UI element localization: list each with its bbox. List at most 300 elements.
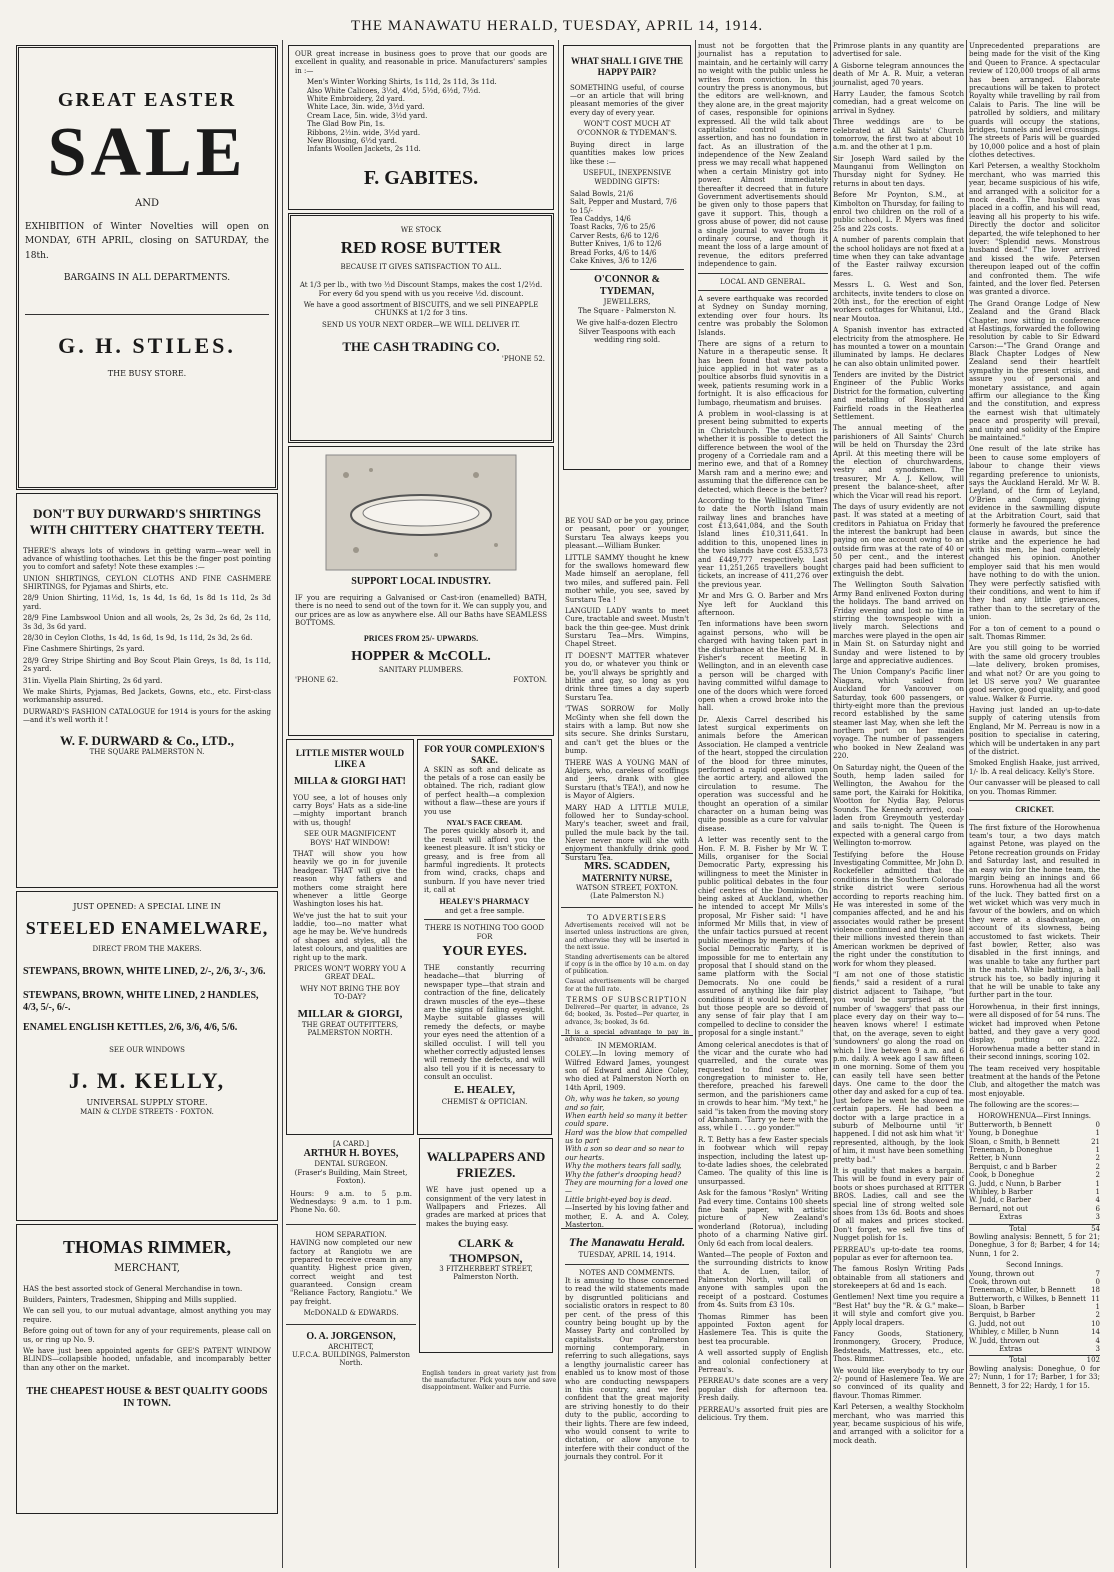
batsman: Cook, b Doneghue: [969, 1171, 1035, 1180]
ad-text: THE constantly recurring headache—that blurring of newspaper type—that strain and contraction of the fine, delicately drawn muscles of the eye—these are the signs of failing eyesight. Maybe suitable glasses will remedy the defects, or maybe your eyes need the attention of a skilled occulist. I will tell you whether correctly adjusted lenses will remedy the defects, and will also tell you if it is necessary to consult an occulist.: [424, 964, 545, 1082]
verse-line: Oh, why was he taken, so young and so fair,: [565, 1095, 680, 1112]
table-row: [969, 1278, 1100, 1286]
article-text: Bowling analysis: Doneghue, 0 for 27; Nunn, 1 for 17; Barber, 1 for 33; Bennett, 3 for 22; Hardy, 1 for 15.: [969, 1364, 1100, 1390]
mcdonald-ad: [286, 1229, 416, 1320]
batsman: Butterworth, b Bennett: [969, 1120, 1052, 1129]
column-rule: [830, 40, 831, 1568]
table-row: [969, 1138, 1100, 1146]
verse-line: Why the father's drooping head?: [565, 1170, 682, 1179]
list-item: Men's Winter Working Shirts, 1s 11d, 2s 11d, 3s 11d.: [307, 78, 497, 87]
product-list: [307, 78, 547, 154]
notice-text: Standing advertisements can be altered if copy is in the office by 10 a.m. on day of publication.: [565, 953, 689, 976]
ad-headline: SUPPORT LOCAL INDUSTRY.: [351, 576, 491, 587]
ad-text: The pores quickly absorb it, and the result will afford you the keenest pleasure. It isn't sticky or greasy, and is free from all harmful ingredients. It protects from wind, cracks, chaps and sunburn. If you have never tried it, call at: [424, 827, 545, 895]
table-row: [969, 1180, 1100, 1188]
table-row: [969, 1146, 1100, 1154]
list-item: Bread Forks, 4/6 to 14/6: [570, 248, 657, 257]
advertiser-address: THE SQUARE PALMERSTON N.: [89, 748, 205, 757]
total-label: Total: [1009, 1224, 1027, 1233]
article-text: The following are the scores:—: [969, 1101, 1080, 1110]
table-row: [969, 1188, 1100, 1196]
runs: 7: [1095, 1269, 1100, 1278]
ad-text: STEWPANS, BROWN, WHITE LINED, 2 HANDLES, 4/3, 5/-, 6/-.: [23, 989, 259, 1013]
ad-headline: LITTLE MISTER WOULD LIKE A: [295, 748, 405, 769]
ad-text: WE STOCK: [400, 226, 442, 234]
verse-line: Why the mothers tears fall sadly,: [565, 1162, 682, 1171]
ad-text: IF you are requiring a Galvanised or Cast-iron (enamelled) BATH, there is no need to send out of the town for it. We can supply you, and our prices are as low as anywhere else. All our Baths have SEAMLESS BOTTOMS.: [295, 594, 547, 628]
advertiser-tagline: SANITARY PLUMBERS.: [378, 665, 464, 674]
article-text: Horowhenua, in their first innings, were all disposed of for 54 runs. The wicket had improved when Petone batted, and they gave a very good display, putting on 222. Horowhenua made a better stand in their second innings, scoring 102.: [969, 1002, 1100, 1062]
article-text: Ask for the famous "Roslyn" Writing Pad every time. Contains 100 sheets fine bank paper, with artistic picture of New Zealand's wonderland (Rotorua), including photo of a charming Native girl. Only 6d each from local dealers.: [698, 1189, 828, 1248]
runs: 2: [1095, 1311, 1100, 1320]
column-rule: [282, 40, 283, 1568]
ad-headline: GREAT EASTER: [57, 89, 237, 111]
ad-text: USEFUL, INEXPENSIVE WEDDING GIFTS:: [582, 169, 672, 186]
ad-text: THERE'S always lots of windows in getting warm—wear well in advance of whistling toothaches. Let this be the finger post pointing you to comfort and safety! Note these examples :—: [23, 546, 271, 572]
column-rule: [695, 40, 696, 1568]
advertiser-tagline: MERCHANT,: [114, 1262, 180, 1274]
ad-text: UNION SHIRTINGS, CEYLON CLOTHS AND FINE CASHMERE SHIRTINGS, for Pyjamas and Shirts, etc.: [23, 574, 271, 592]
batsman: Sloan, c Smith, b Bennett: [969, 1137, 1060, 1146]
ad-headline: RED ROSE BUTTER: [340, 238, 502, 258]
article-text: Harry Lauder, the famous Scotch comedian, had a great welcome on arrival in Sydney.: [833, 89, 964, 115]
ad-headline: DON'T BUY DURWARD'S SHIRTINGS WITH CHITTERY CHATTERY TEETH.: [29, 506, 265, 538]
article-text: Tenders are invited by the District Engineer of the Public Works District for the formation, culverting and metalling of Rosslyn and Fairfield roads in the Heatherlea Settlement.: [833, 371, 964, 422]
ad-text: Hours: 9 a.m. to 5 p.m. Wednesdays: 9 a.m. to 1 p.m. Phone No. 60.: [290, 1189, 412, 1215]
advertiser-name: THOMAS RIMMER,: [63, 1237, 231, 1257]
ad-text: SEE OUR WINDOWS: [109, 1045, 185, 1054]
table-row: [969, 1121, 1100, 1129]
article-text: One result of the late strike has been to cause some employers of labour to change their views regarding preference to unionists, says the Auckland Herald. Mr W. B. Leyland, of the firm of Leyland, O'Brien and Company, giving evidence in the sawmilling dispute at the Arbitration Court, said that formerly he favoured the preference clause in awards, but since the strike and the experience he had with his men, he had completely changed his opinion. Another employer said that his men would have nothing to do with the union. They were perfectly satisfied with their conditions, and went to him if they had any little grievances, rather than to the secretary of the union.: [969, 445, 1100, 622]
gabites-ad: [288, 45, 554, 210]
runs: 1: [1095, 1303, 1100, 1312]
in-memoriam: [561, 1040, 693, 1229]
advertiser-name: W. F. DURWARD & Co., LTD.,: [60, 732, 234, 748]
article-text: Before Mr Poynton, S.M., at Kimbolton on Thursday, for failing to enrol two children on the roll of a public school, L. P. Myers was fined 25s and 22s costs.: [833, 191, 964, 233]
runs: 1: [1095, 1146, 1100, 1155]
list-item: Carver Rests, 6/6 to 12/6: [570, 231, 659, 240]
article-text: The Grand Orange Lodge of New Zealand and the Grand Black Chapter, now sitting in conference at Hastings, forwarded the following resolution by cable to Sir Edward Carson:—"The Grand Orange and Black Chapter Lodges of New Zealand send their heartfelt sympathy in the present crisis, and assure you of personal and monetary assistance, and again affirm our allegiance to the King and the constitution, and express the earnest wish that ultimately peace and prosperity will prevail, and unity and solidity of the Empire be maintained.": [969, 299, 1100, 442]
ad-text: Builders, Painters, Tradesmen, Shipping and Mills supplied.: [23, 1295, 237, 1304]
article-text: Fancy Goods, Stationery, Ironmongery, Grocery, Produce, Bedsteads, Mattresses, etc., etc. Thos. Rimmer.: [833, 1330, 964, 1364]
table-row: [969, 1320, 1100, 1328]
runs: 21: [1091, 1137, 1100, 1146]
table-row: [969, 1295, 1100, 1303]
ad-text: WHY NOT BRING THE BOY TO-DAY?: [300, 984, 400, 1002]
article-text: There are signs of a return to Nature in a therapeutic sense. It has been found that raw potato juice applied in hot water as a poultice absorbs fluid synovitis in a week, patients resuming work in a fortnight. It is also efficacious for lumbago, rheumatism and bruises.: [698, 339, 828, 407]
batsman: Young, thrown out: [969, 1269, 1035, 1278]
ad-text: SEND US YOUR NEXT ORDER—WE WILL DELIVER IT.: [321, 320, 521, 329]
table-row: [969, 1337, 1100, 1345]
batsman: W. Judd, c Barber: [969, 1196, 1031, 1205]
article-text: Thomas Rimmer has been appointed Foxton agent for Haslemere Tea. This is quite the best tea procurable.: [698, 1312, 828, 1346]
ad-text: OUR great increase in business goes to prove that our goods are excellent in quality, and reasonable in price. Manufacturers' samples in :—: [295, 50, 547, 75]
section-heading: NOTES AND COMMENTS.: [579, 1268, 675, 1277]
ad-text: BECAUSE IT GIVES SATISFACTION TO ALL.: [340, 262, 502, 271]
ad-text: HAS the best assorted stock of General Merchandise in town.: [23, 1284, 243, 1293]
total-label: Total: [1009, 1356, 1027, 1365]
verse-line: Little bright-eyed boy is dead.: [565, 1195, 672, 1204]
runs: 3: [1095, 1213, 1100, 1222]
ad-text: YOU see, a lot of houses only carry Boys' Hats as a side-line—mighty important branch with us, though!: [293, 793, 407, 827]
ad-text: Buying direct in large quantities makes low prices like these :—: [570, 140, 684, 166]
advertiser-tagline: MATERNITY NURSE,: [581, 873, 672, 884]
runs: 2: [1095, 1171, 1100, 1180]
ad-text: We make Shirts, Pyjamas, Bed Jackets, Gowns, etc., etc. First-class workmanship assured.: [23, 687, 271, 705]
advertiser-name: MRS. SCADDEN,: [584, 860, 670, 872]
runs: 4: [1095, 1336, 1100, 1345]
list-item: Cake Knives, 3/6 to 12/6: [570, 257, 657, 266]
runs: 0: [1095, 1277, 1100, 1286]
advertiser-address: FOXTON.: [513, 676, 547, 685]
verse-line: With a son so dear and so near to our hearts.: [565, 1145, 685, 1162]
boyes-card: [286, 1138, 416, 1220]
ad-text: We can sell you, to our mutual advantage, almost anything you may require.: [23, 1307, 271, 1324]
ad-text: 28/9 Fine Lambswool Union and all wools, 2s, 2s 3d, 2s 6d, 2s 11d, 3s 3d, 3s 6d yard.: [23, 614, 271, 631]
millar-giorgi-ad: [286, 739, 414, 1135]
ad-text: and get a free sample.: [444, 907, 525, 916]
article-text: The days of usury evidently are not past. It was stated at a meeting of creditors in Pahiatua on Friday that the interest the bankrupt had been paying on one account owing to an outside firm was at the rate of 40 or 50 per cent., and the interest charges paid had been sufficient to extinguish the debt.: [833, 502, 964, 579]
advertiser-phone: 'PHONE 62.: [295, 676, 339, 685]
advertiser-tagline: UNIVERSAL SUPPLY STORE.: [86, 1098, 208, 1108]
ad-text: EXHIBITION of Winter Novelties will open on MONDAY, 6TH APRIL, closing on SATURDAY, the 18th.: [25, 222, 269, 261]
advertiser-name: McDONALD & EDWARDS.: [303, 1309, 399, 1318]
masthead: THE MANAWATU HERALD, TUESDAY, APRIL 14, 1914.: [350, 18, 764, 34]
table-row: [969, 1311, 1100, 1319]
advertiser-tagline: ARCHITECT,: [328, 1342, 374, 1351]
column-3: [561, 42, 693, 1467]
ad-text: At 1/3 per lb., with two ½d Discount Stamps, makes the cost 1/2½d. For every 6d you spend with us you receive ½d. discount.: [299, 281, 543, 298]
article-text: For a ton of cement to a pound o salt. Thomas Rimmer.: [969, 624, 1100, 641]
scorecard-first-innings: [969, 1121, 1100, 1233]
advertiser-notice: [561, 912, 693, 1043]
runs: 14: [1091, 1328, 1100, 1337]
ad-text: 28/30 in Ceylon Cloths, 1s 4d, 1s 6d, 1s 9d, 1s 11d, 2s 3d, 2s 6d.: [23, 634, 253, 643]
table-row: [969, 1328, 1100, 1336]
column-4: [698, 42, 828, 1566]
rimmer-ad: [16, 1224, 278, 1514]
advertiser-tagline: THE BUSY STORE.: [107, 369, 187, 379]
article-text: Bowling analysis: Bennett, 5 for 21; Doneghue, 3 for 8; Barber, 4 for 14; Nunn, 1 for 2.: [969, 1232, 1100, 1258]
table-row: [969, 1286, 1100, 1294]
batsman: Young, b Doneghue: [969, 1129, 1038, 1138]
advertiser-name: THE CASH TRADING CO.: [342, 339, 500, 355]
runs: 1: [1095, 1179, 1100, 1188]
list-item: 'TWAS SORROW for Molly McGinty when she fell down the stairs with a lamp. But now she sits secure. She drinks Surstaru, and can't get the blues or the bump.: [565, 705, 689, 756]
advertiser-name: E. HEALEY,: [453, 1084, 516, 1097]
ad-text: English tenders in great variety just from the manufacturer. Pick yours now and save disappointment. Walker and Furrie.: [422, 1369, 556, 1392]
table-row: [969, 1154, 1100, 1162]
table-row: [969, 1163, 1100, 1171]
article-text: Wanted—The people of Foxton and the surrounding districts to know that A. de Luen, tailor, of Palmerston North, will call on anyone with samples upon the receipt of a postcard. Costumes from 4s. Suits from £3 10s.: [698, 1250, 828, 1310]
list-item: LITTLE SAMMY thought he knew for the swallows homeward flew Made himself an aeroplane, fell two miles, and suffered pain. Fell mother while, you see, saved by Surstaru Tea !: [565, 553, 689, 604]
ad-text: THERE IS NOTHING TOO GOOD FOR: [425, 924, 544, 941]
list-item: LANGUID LADY wants to meet Cure, tractable and sweet. Mustn't back the thin gee-gee. Must drink Surstaru Tea—Mrs. Wimpins, Chapel Street.: [565, 606, 689, 649]
notice-text: —Inserted by his loving father and mother, E. A. and A. Coley, Masterton.: [565, 1204, 689, 1229]
list-item: The Glad Bow Pin, 1s.: [307, 120, 386, 129]
section-heading: LOCAL AND GENERAL.: [720, 277, 806, 286]
article-text: "I am not one of those statistic fiends," said a resident of a rural district adjacent to Taihape, "but you would be surprised at the number of 'swaggers' that pass our place every day on their way to—heaven knows where! I estimate that, on the average, seven to eight 'sundowners' go along the road on which I live between 9 a.m. and 6 p.m. daily. A week ago I saw fifteen in one morning. Some of them you can easily tell have seen better days. One came to the door the other day and asked for a cup of tea. Just before he went he showed me certain papers. He had been a doctor with a large practice in a suburb of Melbourne until 'it' happened. I did not ask him what 'it' represented, although, by the look of him, it must have been something pretty bad.": [833, 971, 964, 1164]
advertiser-name: ARTHUR H. BOYES,: [303, 1148, 399, 1160]
article-text: Dr. Alexis Carrel described his latest surgical experiments on animals before the American Association. He clamped a ventricle of the heart, stopped the circulation of the blood for three minutes, performed a rapid operation upon the aortic artery, and allowed the circulation to resume. The operation was successful and he thought an operation of a similar character on a human being was quite possible as a cure for valvular disease.: [698, 715, 828, 833]
batsman: Cook, thrown out: [969, 1277, 1031, 1286]
runs: 18: [1091, 1286, 1100, 1295]
ad-text: ENAMEL ENGLISH KETTLES, 2/6, 3/6, 4/6, 5/6.: [23, 1021, 238, 1033]
runs: 3: [1095, 1345, 1100, 1354]
runs: 2: [1095, 1162, 1100, 1171]
column-2: [286, 42, 556, 1394]
article-text: Mr and Mrs G. O. Barber and Mrs Nye left for Auckland this afternoon.: [698, 592, 828, 617]
advertiser-address: MAIN & CLYDE STREETS · FOXTON.: [80, 1107, 214, 1116]
advertiser-tagline: CHEMIST & OPTICIAN.: [441, 1097, 528, 1106]
article-text: We would like everybody to try our 2/- pound of Haslemere Tea. We are so convinced of its quality and flavour. Thomas Rimmer.: [833, 1366, 964, 1400]
durward-ad: [16, 493, 278, 888]
list-item: Tea Caddys, 14/6: [570, 215, 631, 224]
article-text: The first fixture of the Horowhenua team's tour, a two days match against Petone, was played on the Petone recreation grounds on Friday and Saturday last, and resulted in an easy win for the home team, the margin being an innings and 66 runs. Horowhenua had all the worst of the luck. They batted first on a wet wicket which was very much in favour of the bowlers, and on which they were at a disadvantage, on account of its slowness, being accustomed to fast wickets. Their fast bowler, Retter, also was disabled in the first innings, and was unable to take any further part in the match. While batting, a ball struck his toe, so badly injuring it that he will be unable to take any further part in the tour.: [969, 823, 1100, 1000]
article-text: A letter was recently sent to the Hon. F. M. B. Fisher by Mr W. T. Mills, organiser for the Social Democratic Party, expressing his willingness to meet the Minister in public political debates in the four chief centres of the Dominion. On being asked at Auckland, whether he intended to accept Mr Mills's proposal, Mr Fisher said: "I have informed Mr Mills that, in view of the unfair tactics pursued at recent public meetings by members of the Social Democratic Party, it is impossible for me to entertain any proposal that I should stand on the same platform with the Social Democrats. No one could be assured of anything like fair play conditions if it would be different, but those people are so devoid of any sense of fair play that I am compelled to decline to consider the proposal for a single instant.": [698, 836, 828, 1038]
editorial: [561, 1233, 693, 1467]
advertiser-address: PALMERSTON NORTH.: [307, 1029, 393, 1038]
batsman: Extras: [999, 1213, 1022, 1222]
article-text: Testifying before the House Investigating Committee, Mr John D. Rockefeller admitted that the conditions in the Southern Colorado strike district were serious according to reports reaching him. He was interested in some of the companies affected, and he and his associates would rather be present violence continued and they lose all their millions invested therein than American workmen be deprived of the right under the constitution to work for whom they pleased.: [833, 850, 964, 968]
advertiser-address: The Square - Palmerston N.: [578, 306, 676, 315]
advertiser-name: O. A. JORGENSON,: [306, 1330, 396, 1342]
ad-headline: HOM SEPARATION.: [315, 1230, 387, 1239]
list-item: IT DOESN'T MATTER whatever you do, or whatever you think or be, you'll always be sprightly and blithe and gay, so long as you drink three times a day superb Surstaru Tea.: [565, 651, 689, 702]
innings-heading: Second Innings.: [1005, 1261, 1064, 1270]
batsman: Retter, b Nunn: [969, 1154, 1022, 1163]
ad-headline: FOR YOUR COMPLEXION'S SAKE.: [424, 744, 545, 765]
hopper-ad: [288, 446, 554, 736]
article-text: Messrs L. G. West and Son, architects, invite tenders to close on 20th inst., for the erection of eight workers cottages for Whitanui, Ltd., near Moutoa.: [833, 281, 964, 323]
list-item: Salad Bowls, 21/6: [570, 189, 634, 198]
article-text: Smoked English Haake, just arrived, 1/- lb. A real delicacy. Kelly's Store.: [969, 759, 1100, 776]
column-1: [14, 42, 280, 1517]
total-runs: 54: [1091, 1224, 1100, 1233]
scadden-ad: [561, 858, 693, 903]
list-item: Cream Lace, 5in. wide, 3½d yard.: [307, 111, 428, 120]
notice-text: COLEY.—In loving memory of Wilfred Edward James, youngest son of Edward and Alice Coley, who died at Palmerston North on 14th April, 1909.: [565, 1050, 689, 1092]
section-heading: TO ADVERTISERS: [587, 913, 667, 922]
newspaper-date: TUESDAY, APRIL 14, 1914.: [578, 1251, 676, 1260]
advertiser-phone: 'PHONE 52.: [501, 354, 545, 363]
list-item: Also White Calicoes, 3½d, 4½d, 5½d, 6½d, 7½d.: [307, 86, 481, 95]
ad-text: HAVING now completed our new factory at Rangiotu we are prepared to receive cream in any quantity. Highest price given, correct weight and test guaranteed. Consign cream "Reliance Factory, Rangiotu." We pay freight.: [290, 1239, 412, 1306]
advertiser-name: HOPPER & McCOLL.: [351, 649, 491, 665]
list-item: White Embroidery, 2d yard.: [307, 94, 405, 103]
tydeman-ad: [563, 45, 691, 470]
gift-list: [570, 190, 684, 266]
kelly-ad: [16, 891, 278, 1221]
ad-headline: YOUR EYES.: [442, 944, 527, 960]
article-text: The Union Company's Pacific liner Niagara, which sailed from Auckland for Vancouver on Saturday, took 600 passengers, or thirty-eight more than the previous record established by the same steamer last May, when she left the northern port on her maiden voyage. The number of passengers who booked in New Zealand was 220.: [833, 668, 964, 761]
ad-text: [A CARD.]: [332, 1140, 369, 1148]
runs: 11: [1091, 1294, 1100, 1303]
batsman: Whibley, b Barber: [969, 1187, 1033, 1196]
article-text: A severe earthquake was recorded at Sydney on Sunday morning, extending over four hours. Its centre was probably the Solomon Islands.: [698, 294, 828, 337]
batsman: Berquist, b Barber: [969, 1311, 1036, 1320]
ad-text: Fine Cashmere Shirtings, 2s yard.: [23, 645, 145, 654]
ad-text: 28/9 Union Shirting, 11½d, 1s, 1s 4d, 1s 6d, 1s 8d 1s 11d, 2s 3d yard.: [23, 594, 271, 611]
runs: 1: [1095, 1187, 1100, 1196]
stiles-ad: [16, 45, 278, 490]
ad-text: STEWPANS, BROWN, WHITE LINED, 2/-, 2/6, 3/-, 3/6.: [23, 965, 266, 977]
ad-text: PRICES FROM 25/- UPWARDS.: [363, 633, 479, 643]
article-text: PERREAU's up-to-date tea rooms, popular as ever for afternoon tea.: [833, 1245, 964, 1262]
ad-text: We have a good assortment of BISCUITS, and we sell PINEAPPLE CHUNKS at 1/2 for 3 tins.: [303, 300, 539, 318]
runs: 1: [1095, 1129, 1100, 1138]
article-text: A Gisborne telegram announces the death of Mr A. R. Muir, a veteran journalist, aged 70 years.: [833, 61, 964, 87]
advertiser-name: CLARK & THOMPSON,: [449, 1236, 523, 1265]
article-text: A well assorted supply of English and colonial confectionery at Perreau's.: [698, 1349, 828, 1374]
verse-line: They are mourning for a loved one—: [565, 1179, 688, 1196]
advertiser-tagline: DENTAL SURGEON.: [314, 1160, 388, 1169]
total-runs: 102: [1086, 1356, 1100, 1365]
article-text: R. T. Betty has a few Easter specials in footwear which will repay inspection, including the latest up-to-date ladies shoes, the celebrated Cameo. The quality of this line is unsurpassed.: [698, 1135, 828, 1186]
table-row: [969, 1303, 1100, 1311]
list-item: THERE WAS A YOUNG MAN of Algiers, who, careless of scoffings and jeers, drank with glee Surstaru (that's TEA!), and now he is Mayor of Algiers.: [565, 758, 689, 801]
batsman: Whibley, c Miller, b Nunn: [969, 1328, 1059, 1337]
jorgenson-ad: [286, 1329, 416, 1370]
batsman: G. Judd, c Nunn, b Barber: [969, 1179, 1062, 1188]
article-text: Ten informations have been sworn against persons, who will be charged with having taken part in the disturbance at the Hon. F. M. B. Fisher's recent meeting in Wellington, and in an eleventh case a person will be charged with having committed wilful damage to one of the doors which were forced open when a crowd broke into the hall.: [698, 620, 828, 713]
ad-headline-sale: SALE: [47, 114, 247, 191]
list-item: Ribbons, 2½in. wide, 3½d yard.: [307, 128, 421, 137]
article-text: Three weddings are to be celebrated at All Saints' Church tomorrow, the first two at about 10 a.m. and the other at 1 p.m.: [833, 118, 964, 152]
advertiser-name: F. GABITES.: [363, 166, 479, 189]
runs: 10: [1091, 1319, 1100, 1328]
ad-text: We've just the hat to suit your laddie, too—no matter what age he may be. We've hundreds of shapes and styles, all the latest colours, and qualities are right up to the mark.: [293, 911, 407, 962]
runs: 6: [1095, 1204, 1100, 1213]
article-text: On Saturday night, the Queen of the South, hemp laden sailed for Wellington, the Awahou for the same port, the Kairaki for Hokitika, Wootton for Nydia Bay, Pelorus Sounds. The Kennedy arrived, coal-laden from Greymouth yesterday and sails to-night. The Queen is expected with a general cargo from Wellington to-morrow.: [833, 763, 964, 848]
bath-illustration: [326, 455, 516, 570]
newspaper-title: The Manawatu Herald.: [568, 1234, 686, 1249]
article-text: Karl Petersen, a wealthy Stockholm merchant, who was married this year, became suspicious of his wife, and arranged with a solicitor for a mock death. The husband was placed in a coffin, and his will read, leaving all his property to his wife. Directly the doctor and solicitor departed, the wife telephoned to her lover: "Splendid news. Monstrous husband dead." The lover arrived and kissed the wife. Petersen thereupon leaped out of the coffin and confronted them. The wife fainted, and the lover fled. Petersen was granted a divorce.: [969, 162, 1100, 297]
ad-text: AND: [135, 198, 159, 209]
clark-thompson-ad: [419, 1138, 553, 1353]
ad-headline: WALLPAPERS AND FRIEZES.: [426, 1149, 546, 1180]
total-row: [969, 1224, 1100, 1233]
ad-text: 31in. Viyella Plain Shirting, 2s 6d yard.: [23, 676, 163, 685]
article-text: Having just landed an up-to-date supply of catering utensils from England, Mr M. Perreau is now in a position to specialise in catering, which will be undertaken in any part of the district.: [969, 706, 1100, 757]
article-text: The Wellington South Salvation Army Band enlivened Foxton during the holidays. The band arrived on Friday evening and lost no time in stirring the townspeople with a lively march. Selections and marches were played in the open air in Main St. on Saturday night and Sunday and were listened to by large and appreciative audiences.: [833, 581, 964, 665]
ad-text: We give half-a-dozen Electro Silver Teaspoons with each wedding ring sold.: [576, 319, 678, 344]
ad-text: A SKIN as soft and delicate as the petals of a rose can easily be obtained. The rich, radiant glow of perfect health—a complexion without a flaw—these are yours if you use: [424, 765, 545, 816]
batsman: Butterworth, c Wilkes, b Bennett: [969, 1294, 1086, 1303]
ad-text: JUST OPENED: A SPECIAL LINE IN: [73, 902, 221, 911]
ad-text: WON'T COST MUCH AT O'CONNOR & TYDEMAN'S.: [577, 120, 677, 137]
advertiser-name: MILLAR & GIORGI,: [297, 1007, 403, 1020]
ad-text: PRICES WON'T WORRY YOU A GREAT DEAL.: [294, 965, 406, 982]
batsman: W. Judd, thrown out: [969, 1336, 1040, 1345]
ad-headline: STEELED ENAMELWARE,: [25, 917, 269, 938]
ad-text: SEE OUR MAGNIFICENT BOYS' HAT WINDOW!: [304, 830, 396, 847]
ad-text: BARGAINS IN ALL DEPARTMENTS.: [63, 273, 231, 284]
batsman: Treneman, b Doneghue: [969, 1146, 1053, 1155]
list-item: BE YOU SAD or be you gay, prince or peasant, poor or younger, Surstaru Tea always keeps you pleasant.—William Bunker.: [565, 517, 689, 551]
list-item: Toast Racks, 7/6 to 25/6: [570, 223, 656, 232]
column-5: [833, 42, 964, 1566]
article-text: Are you still going to be worried with the same old grocery troubles—late delivery, broken promises, and what not? Or are you going to let US serve you? We guarantee good service, good quality, and good value. Walker & Furrie.: [969, 644, 1100, 703]
total-row: [969, 1355, 1100, 1364]
notice-text: It is a special advantage to pay in advance.: [565, 1028, 689, 1043]
ad-text: (Late Palmerston N.): [590, 892, 664, 901]
advertiser-name: G. H. STILES.: [58, 332, 236, 358]
verse-line: When earth held so many it better could spare.: [565, 1111, 687, 1129]
scorecard-second-innings: [969, 1270, 1100, 1365]
article-text: Karl Petersen, a wealthy Stockholm merchant, who was married this year, became suspicious of his wife, and arranged with a solicitor for a mock death.: [833, 1403, 964, 1445]
ad-footer: THE CHEAPEST HOUSE & BEST QUALITY GOODS IN TOWN.: [26, 1386, 268, 1410]
article-text: The team received very hospitable treatment at the hands of the Petone Club, and altogether the match was most enjoyable.: [969, 1064, 1100, 1098]
article-text: A problem in wool-classing is at present being submitted to experts in Christchurch. The question is whether it is possible to detect the difference between the wool of the progeny of a Corriedale ram and a merino ewe, and that of a Romney Marsh ram and a merino ewe; and assuming that the difference can be detected, which fleece is the better?: [698, 410, 828, 494]
column-6: [969, 42, 1100, 1566]
table-row: [969, 1270, 1100, 1278]
list-item: MARY HAD A LITTLE MULE, followed her to Sunday-school. Mary's teacher, sweet and frail, pulled the mule back by the tail. Never never more will she with enjoyment thankfully drink good Surstaru Tea.: [565, 803, 689, 862]
verse-line: Hard was the blow that compelled us to part: [565, 1128, 688, 1146]
ad-headline: WHAT SHALL I GIVE THE HAPPY PAIR?: [570, 56, 684, 77]
advertiser-address: 3 FITZHERBERT STREET, Palmerston North.: [439, 1264, 533, 1282]
table-row: [969, 1345, 1100, 1353]
innings-heading: HOROWHENUA—First Innings.: [977, 1112, 1092, 1121]
list-item: Infants Woollen Jackets, 2s 11d.: [307, 145, 421, 154]
article-text: must not be forgotten that the journalist has a reputation to maintain, and he certainly will carry no weight with the public unless he writes from conviction. In this country the press is anonymous, but the editors are well-known, and they alone are, in the great majority of cases, responsible for opinions expressed. All the wild talk about capitalistic control is mere assertion, and has no foundation in fact. As an illustration of the independence of the New Zealand press we may recall what happened when a certain Ministry got into power. Almost immediately thereafter it decreed that in future Government advertisements should be given only to those papers that gave it support. This, though a gross abuse of power, did not cause a single journal to waver from its ordinary course, and though it meant the loss of a large amount of revenue, the editors preferred independence to gain.: [698, 42, 828, 269]
ad-footer: [295, 676, 547, 684]
ad-text: HEALEY'S PHARMACY: [439, 897, 530, 907]
advertiser-name: O'CONNOR & TYDEMAN,: [594, 274, 660, 298]
article-text: The annual meeting of the parishioners of All Saints' Church will be held on Thursday the 23rd April. At this meeting there will be the election of churchwardens, vestry and synodsmen. The treasurer, Mr A. J. Kellow, will present the balance-sheet, after which the Vicar will read his report.: [833, 424, 964, 500]
table-row: [969, 1213, 1100, 1221]
batsman: G. Judd, not out: [969, 1319, 1025, 1328]
ad-text: SOMETHING useful, of course—or an article that will bring pleasant memories of the giver every day of every year.: [570, 83, 684, 117]
article-text: Among celerical anecdotes is that of the vicar and the curate who had quarrelled, and the curate was requested to find some other congregation to minister to. He, therefore, preached his farewell sermon, and the parishioners came in crowds to hear him. "My text," he said "is taken from the moving story of Abraham. 'Tarry ye here with the ass, while I . . . . go yonder.'": [698, 1040, 828, 1133]
advertiser-address: U.F.C.A. BUILDINGS, Palmerston North.: [292, 1351, 410, 1368]
article-text: Our canvasser will be pleased to call on you. Thomas Rimmer.: [969, 779, 1100, 796]
column-rule: [966, 40, 967, 1568]
article-text: Gentlemen! Next time you require a "Best Hat" buy the "R. & G." make—it will style and comfort give you. Apply local drapers.: [833, 1293, 964, 1327]
article-text: It is amusing to those concerned to read the wild statements made by disgruntled politicians and socialistic orators in respect to 80 per cent. of the press of this country being bought up by the Massey Party and controlled by capitalists. Our Palmerston morning contemporary, in referring to such allegations, says a lengthy journalistic career has enabled us to know most of those who are conducting newspapers in this country, and we feel confident that the great majority are striving honestly to do their duty to the public, according to their lights. There are few indeed, who would consent to write to dictation, or allow anyone to interfere with their conduct of the journals they control. For it: [565, 1276, 689, 1462]
table-row: [969, 1129, 1100, 1137]
article-text: Unprecedented preparations are being made for the visit of the King and Queen to France. A spectacular review of 120,000 troops of all arms has been arranged. Elaborate precautions will be taken to protect Royalty while travelling by rail from Calais to Paris. The line will be patrolled by soldiers, and military guards will occupy the stations, bridges, tunnels and level crossings. The streets of Paris will be guarded by 10,000 police and a host of plain clothes detectives.: [969, 42, 1100, 160]
article-text: According to the Wellington Times to date the North Island main railway lines and branches have cost £13,641,084, and the South Island lines £10,311,641. In addition to this, unopened lines in the two islands have cost £533,573 and £449,777 respectively. Last year 11,251,265 travellers bought tickets, an increase of 411,276 over the previous year.: [698, 496, 828, 589]
advertiser-address: (Fraser's Building, Main Street, Foxton).: [294, 1168, 408, 1186]
table-row: [969, 1205, 1100, 1213]
article-text: Primrose plants in any quantity are advertised for sale.: [833, 42, 964, 59]
table-row: [969, 1196, 1100, 1204]
ad-text: WE have just opened up a consignment of the very latest in Wallpapers and Friezes. All grades are marked at prices that makes the buying easy.: [426, 1186, 546, 1228]
table-row: [969, 1171, 1100, 1179]
card-column: [286, 1138, 416, 1370]
runs: 4: [1095, 1196, 1100, 1205]
healey-ad: [417, 739, 552, 1135]
batsman: Sloan, b Barber: [969, 1303, 1025, 1312]
article-text: PERREAU's assorted fruit pies are delicious. Try them.: [698, 1405, 828, 1422]
ad-headline: MILLA & GIORGI HAT!: [294, 775, 406, 787]
section-heading: IN MEMORIAM.: [597, 1041, 657, 1050]
notice-text: Advertisements received will not be inserted unless instructions are given, and otherwise they will be inserted in the next issue.: [565, 922, 689, 951]
section-heading: TERMS OF SUBSCRIPTION: [566, 995, 688, 1004]
advertiser-tagline: JEWELLERS,: [603, 298, 651, 307]
cash-trading-ad: [288, 213, 554, 443]
batsman: Bernard, not out: [969, 1204, 1028, 1213]
list-item: Salt, Pepper and Mustard, 7/6 to 15/-: [570, 198, 677, 215]
article-text: A number of parents complain that the school holidays are not fixed at a time when they can take advantage of the Easter railway excursion fares.: [833, 236, 964, 278]
runs: 0: [1095, 1120, 1100, 1129]
list-item: Butter Knives, 1/6 to 12/6: [570, 240, 662, 249]
advertiser-address: WATSON STREET, FOXTON.: [576, 883, 678, 892]
ad-text: We have just been appointed agents for GEE'S PATENT WINDOW BLINDS—collapsible hooded, unfadable, and incomparably better than any other on the market.: [23, 1346, 271, 1372]
batsman: Berquist, c and b Barber: [969, 1162, 1057, 1171]
ad-text: THAT will show you how heavily we go in for juvenile headgear. THAT will give the reason why fathers and mothers come straight here whenever a little George Washington loses his hat.: [293, 849, 407, 909]
